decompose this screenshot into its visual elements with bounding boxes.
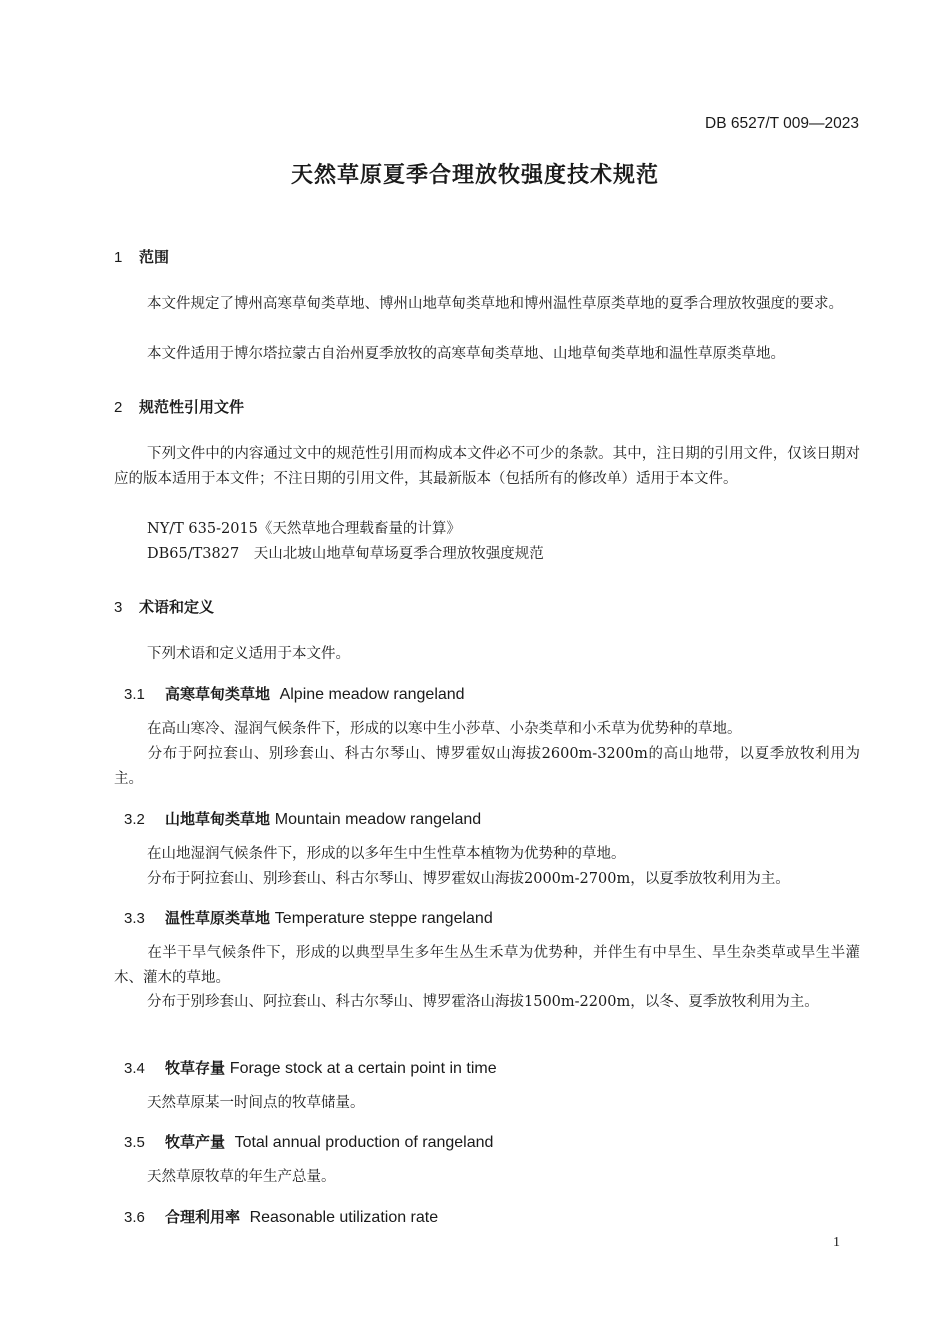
paragraph: 下列文件中的内容通过文中的规范性引用而构成本文件必不可少的条款。其中，注日期的引用文件，仅该日期对应的版本适用于本文件；不注日期的引用文件，其最新版本（包括所有的修改单）适用于本文件。 xyxy=(114,446,860,487)
term-description: 分布于阿拉套山、别珍套山、科古尔琴山、博罗霍奴山海拔2600m-3200m的高山地带，以夏季放牧利用为主。 xyxy=(114,746,860,787)
term-heading: 3.4 牧草存量 Forage stock at a certain point in time xyxy=(124,1059,497,1077)
paragraph: 本文件规定了博州高寒草甸类草地、博州山地草甸类草地和博州温性草原类草地的夏季合理放牧强度的要求。 xyxy=(147,296,843,312)
term-description: 分布于阿拉套山、别珍套山、科古尔琴山、博罗霍奴山海拔2000m-2700m，以夏季放牧利用为主。 xyxy=(147,871,790,887)
term-heading: 3.6 合理利用率 Reasonable utilization rate xyxy=(124,1208,439,1226)
term-heading: 3.3 温性草原类草地 Temperature steppe rangeland xyxy=(124,909,493,927)
section-number: 1 xyxy=(114,249,123,266)
term-heading: 3.5 牧草产量 Total annual production of rangeland xyxy=(124,1133,494,1151)
page-number: 1 xyxy=(833,1235,840,1250)
section-heading-terms xyxy=(114,596,214,617)
reference-item: NY/T 635-2015《天然草地合理载畜量的计算》 xyxy=(147,521,461,537)
term-heading: 3.2 山地草甸类草地 Mountain meadow rangeland xyxy=(124,810,482,828)
document-title: 天然草原夏季合理放牧强度技术规范 xyxy=(290,163,659,188)
section-title: 术语和定义 xyxy=(139,598,215,616)
term-definition: 在山地湿润气候条件下，形成的以多年生中生性草本植物为优势种的草地。 xyxy=(147,846,626,862)
term-definition: 在高山寒冷、湿润气候条件下，形成的以寒中生小莎草、小杂类草和小禾草为优势种的草地。 xyxy=(147,721,742,737)
term-definition: 在半干旱气候条件下，形成的以典型旱生多年生丛生禾草为优势种，并伴生有中旱生、旱生杂类草或旱生半灌木、灌木的草地。 xyxy=(114,945,860,986)
section-number: 2 xyxy=(114,399,123,416)
section-number: 3 xyxy=(114,599,123,616)
document-number: DB 6527/T 009—2023 xyxy=(705,115,859,132)
term-description: 分布于别珍套山、阿拉套山、科古尔琴山、博罗霍洛山海拔1500m-2200m，以冬、夏季放牧利用为主。 xyxy=(147,994,819,1010)
reference-item: DB65/T3827 天山北坡山地草甸草场夏季合理放牧强度规范 xyxy=(147,546,544,562)
term-heading: 3.1 高寒草甸类草地 Alpine meadow rangeland xyxy=(124,685,465,703)
section-title: 范围 xyxy=(139,248,170,266)
paragraph: 本文件适用于博尔塔拉蒙古自治州夏季放牧的高寒草甸类草地、山地草甸类草地和温性草原类草地。 xyxy=(147,346,785,362)
section-title: 规范性引用文件 xyxy=(139,398,245,416)
section-heading-normative-references xyxy=(114,396,244,417)
section-heading-scope xyxy=(114,246,169,267)
paragraph: 下列术语和定义适用于本文件。 xyxy=(147,646,350,662)
term-definition: 天然草原牧草的年生产总量。 xyxy=(147,1169,336,1185)
term-definition: 天然草原某一时间点的牧草储量。 xyxy=(147,1095,365,1111)
